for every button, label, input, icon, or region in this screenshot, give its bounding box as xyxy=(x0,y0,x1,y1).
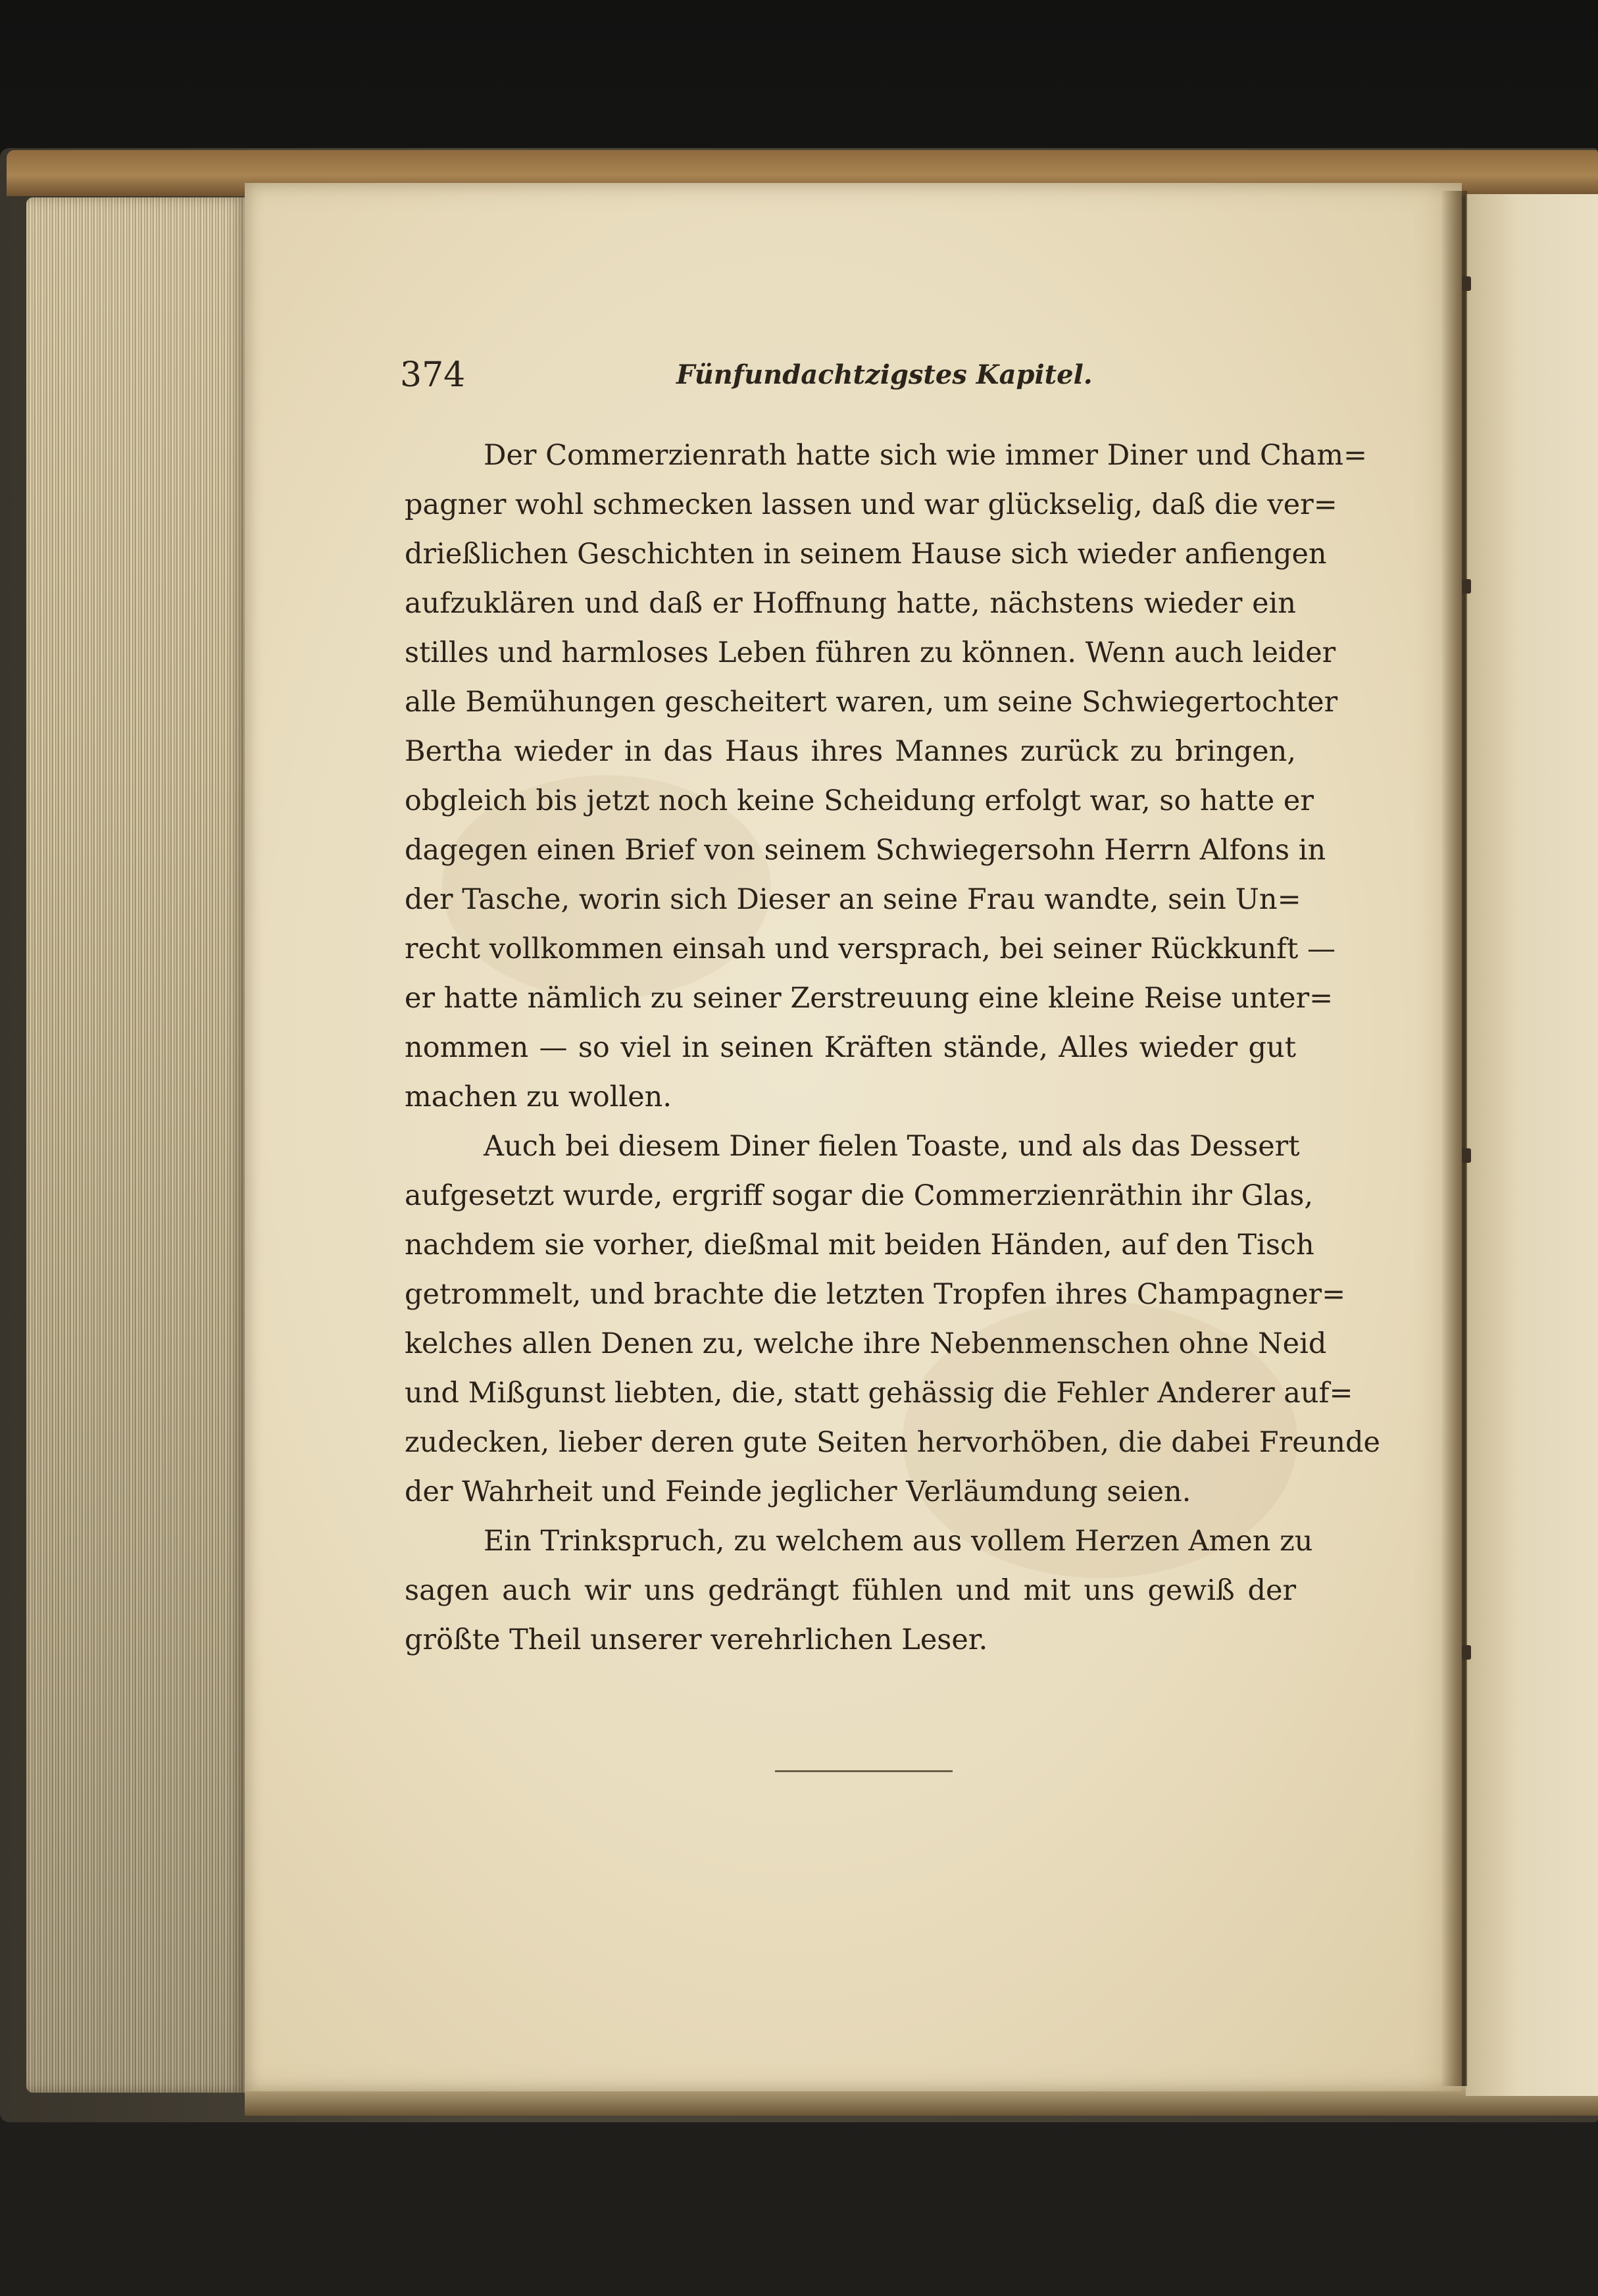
end-rule-divider xyxy=(775,1770,953,1772)
text-line: aufzuklären und daß er Hoffnung hatte, nächstens wieder ein xyxy=(405,587,1296,620)
text-line: Der Commerzienrath hatte sich wie immer Diner und Cham= xyxy=(484,439,1367,472)
binding-thread-mark xyxy=(1462,579,1471,594)
text-line: Auch bei diesem Diner fielen Toaste, und als das Dessert xyxy=(484,1130,1300,1163)
text-line: Ein Trinkspruch, zu welchem aus vollem Herzen Amen zu xyxy=(484,1525,1313,1558)
text-line: nommen — so viel in seinen Kräften stände, Alles wieder gut xyxy=(405,1031,1296,1064)
page-edges-shade xyxy=(26,197,247,2093)
text-line: der Wahrheit und Feinde jeglicher Verläumdung seien. xyxy=(405,1475,1191,1508)
text-line: der Tasche, worin sich Dieser an seine Frau wandte, sein Un= xyxy=(405,883,1301,916)
text-line: stilles und harmloses Leben führen zu können. Wenn auch leider xyxy=(405,636,1336,669)
text-line: dagegen einen Brief von seinem Schwiegersohn Herrn Alfons in xyxy=(405,834,1326,867)
text-line: drießlichen Geschichten in seinem Hause sich wieder anfiengen xyxy=(405,538,1327,571)
text-line: machen zu wollen. xyxy=(405,1081,672,1113)
binding-thread-mark xyxy=(1462,1148,1471,1163)
text-line: größte Theil unserer verehrlichen Leser. xyxy=(405,1623,988,1656)
text-line: obgleich bis jetzt noch keine Scheidung erfolgt war, so hatte er xyxy=(405,784,1314,817)
facing-page xyxy=(1466,194,1598,2096)
binding-thread-mark xyxy=(1462,276,1471,291)
text-line: aufgesetzt wurde, ergriff sogar die Commerzienräthin ihr Glas, xyxy=(405,1179,1314,1212)
page-number: 374 xyxy=(400,355,466,395)
body-text xyxy=(405,431,1380,1665)
text-line: er hatte nämlich zu seiner Zerstreuung eine kleine Reise unter= xyxy=(405,982,1334,1015)
chapter-title: Fünfundachtzigstes Kapitel. xyxy=(676,359,1093,390)
paragraph xyxy=(405,431,1367,1122)
text-line: alle Bemühungen gescheitert waren, um seine Schwiegertochter xyxy=(405,686,1338,719)
paragraph xyxy=(405,1517,1313,1665)
text-line: Bertha wieder in das Haus ihres Mannes zurück zu bringen, xyxy=(405,735,1296,768)
text-line: und Mißgunst liebten, die, statt gehässig die Fehler Anderer auf= xyxy=(405,1377,1353,1410)
running-head xyxy=(400,355,1295,408)
text-line: getrommelt, und brachte die letzten Tropfen ihres Champagner= xyxy=(405,1278,1346,1311)
paragraph xyxy=(405,1122,1380,1517)
text-line: nachdem sie vorher, dießmal mit beiden Händen, auf den Tisch xyxy=(405,1229,1314,1262)
text-line: zudecken, lieber deren gute Seiten hervorhöben, die dabei Freunde xyxy=(405,1426,1380,1459)
binding-thread-mark xyxy=(1462,1645,1471,1660)
text-line: recht vollkommen einsah und versprach, bei seiner Rückkunft — xyxy=(405,932,1336,965)
page-gutter xyxy=(1441,191,1467,2086)
text-line: kelches allen Denen zu, welche ihre Nebenmenschen ohne Neid xyxy=(405,1327,1327,1360)
text-line: sagen auch wir uns gedrängt fühlen und mit uns gewiß der xyxy=(405,1574,1296,1607)
text-line: pagner wohl schmecken lassen und war glückselig, daß die ver= xyxy=(405,488,1337,521)
